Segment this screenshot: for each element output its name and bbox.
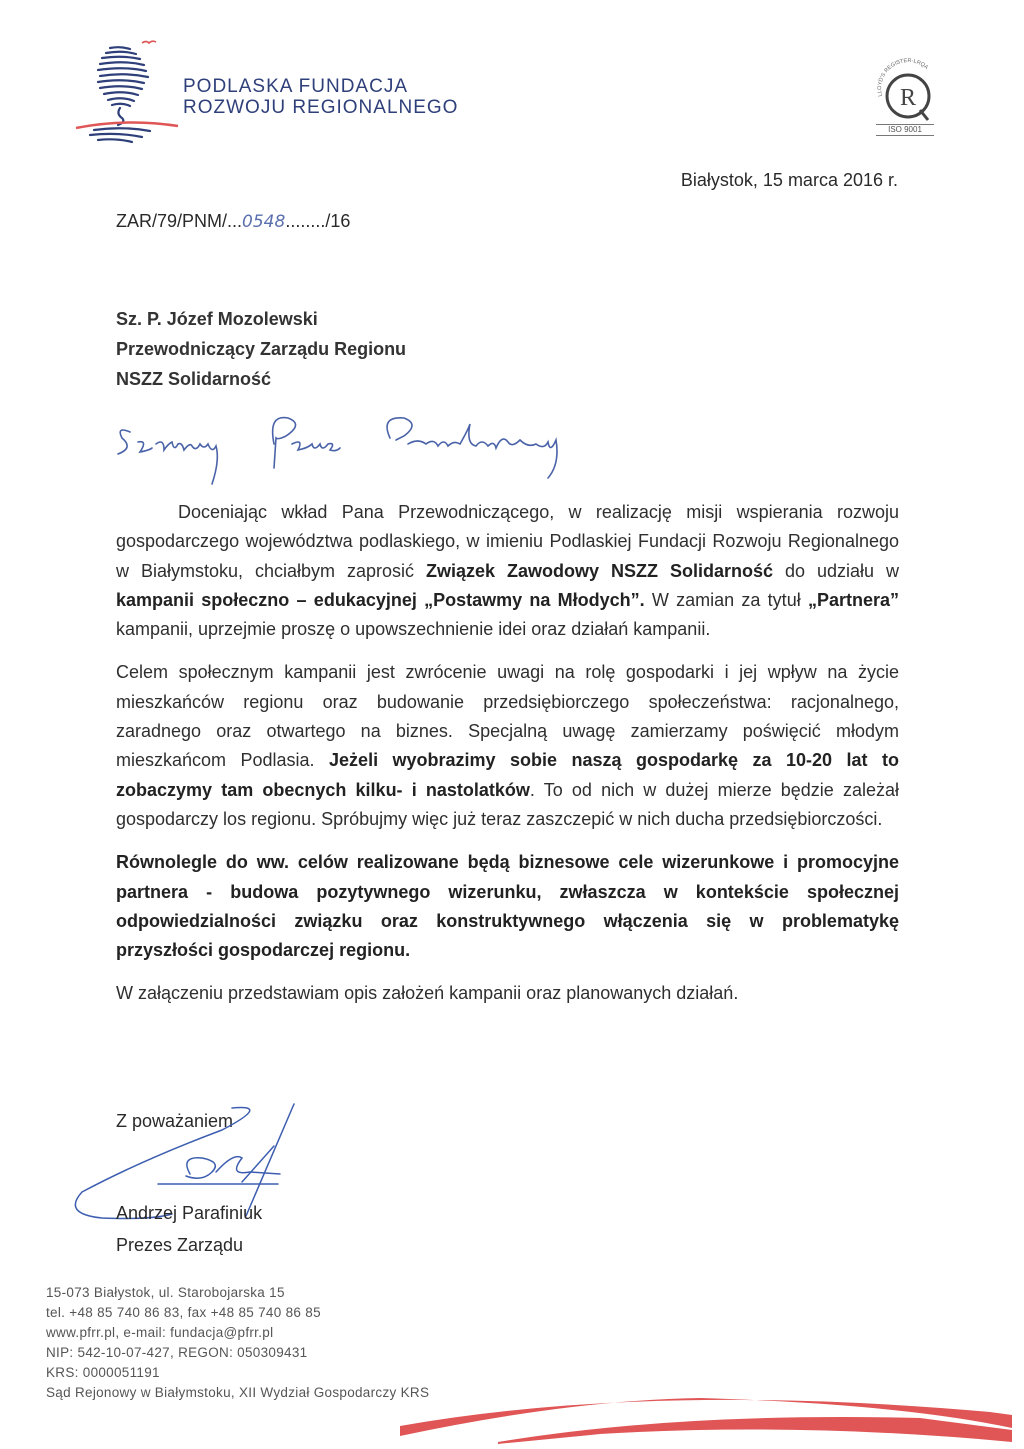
signer-title: Prezes Zarządu xyxy=(116,1235,244,1255)
closing-phrase: Z poważaniem xyxy=(116,1111,234,1131)
body-paragraph-1: Doceniając wkład Pana Przewodniczącego, w realizację misji wspierania rozwoju gospodarczego województwa podlaskiego, w imieniu Podlaskiej Fundacji Rozwoju Regionalnego w Białymstoku, chciałbym zaprosić Związek Zawodowy NSZZ Solidarność do udziału w kampanii społeczno – edukacyjnej „Postawmy na Młodych”. W zamian za tytuł „Partnera” kampanii, uprzejmie proszę o upowszechnienie idei oraz działań kampanii. xyxy=(116,502,899,640)
red-swoosh-decoration xyxy=(0,1360,1024,1449)
recipient-block xyxy=(116,304,406,394)
organization-name-line1: PODLASKA FUNDACJA xyxy=(183,76,408,97)
iso-label: ISO 9001 xyxy=(876,124,934,136)
footer-web-email: www.pfrr.pl, e-mail: fundacja@pfrr.pl xyxy=(46,1325,274,1340)
svg-text:LLOYD'S REGISTER-LRQA: LLOYD'S REGISTER-LRQA xyxy=(877,58,930,97)
body-paragraph-4: W załączeniu przedstawiam opis założeń kampanii oraz planowanych działań. xyxy=(116,983,739,1004)
footer-court: Sąd Rejonowy w Białymstoku, XII Wydział Gospodarczy KRS xyxy=(46,1385,430,1400)
organization-name-line2: ROZWOJU REGIONALNEGO xyxy=(183,97,459,118)
body-paragraph-3: Równolegle do ww. celów realizowane będą biznesowe cele wizerunkowe i promocyjne partnera - budowa pozytywnego wizerunku, zwłaszcza w kontekście społecznej odpowiedzialności związku oraz konstruktywnego włączenia się w problematykę przyszłości gospodarczej regionu. xyxy=(116,852,899,961)
organization-name xyxy=(183,76,458,118)
footer-phone: tel. +48 85 740 86 83, fax +48 85 740 86 85 xyxy=(46,1305,321,1320)
footer-tax-ids: NIP: 542-10-07-427, REGON: 050309431 xyxy=(46,1345,308,1360)
reference-dots: ........ xyxy=(285,211,326,231)
signer-name: Andrzej Parafiniuk xyxy=(116,1203,263,1223)
reference-dots: ... xyxy=(227,211,243,231)
highlight-partner: „Partnera” xyxy=(807,589,899,610)
foundation-logo-icon xyxy=(72,38,182,146)
reference-suffix: /16 xyxy=(325,211,351,231)
highlight-union-name: Związek Zawodowy NSZZ Solidarność xyxy=(426,560,773,581)
highlight-future: Jeżeli wyobrazimy sobie naszą gospodarkę za 10-20 lat to zobaczymy tam obecnych kilku- i nastolatków xyxy=(116,750,899,800)
handwritten-reference-number: 0548 xyxy=(242,212,286,232)
footer-krs: KRS: 0000051191 xyxy=(46,1365,160,1380)
recipient-organization: NSZZ Solidarność xyxy=(116,369,272,389)
body-paragraph-2: Celem społecznym kampanii jest zwrócenie uwagi na rolę gospodarki i jej wpływ na życie mieszkańców regionu oraz budowanie przedsiębiorczego społeczeństwa: racjonalnego, zaradnego oraz otwartego na biznes. Specjalną uwagę zamierzamy poświęcić młodym mieszkańcom Podlasia. Jeżeli wyobrazimy sobie naszą gospodarkę za 10-20 lat to zobaczymy tam obecnych kilku- i nastolatków. To od nich w dużej mierze będzie zależał gospodarczy los regionu. Spróbujmy więc już teraz zaszczepić w nich ducha przedsiębiorczości. xyxy=(116,662,899,829)
handwritten-salutation xyxy=(108,404,808,494)
signer-block xyxy=(116,1197,262,1261)
reference-prefix: ZAR/79/PNM/ xyxy=(116,211,228,231)
letter-body xyxy=(116,498,899,1023)
footer-address: 15-073 Białystok, ul. Starobojarska 15 xyxy=(46,1285,285,1300)
recipient-name: Sz. P. Józef Mozolewski xyxy=(116,309,318,329)
reference-number xyxy=(116,211,350,232)
letter-date: Białystok, 15 marca 2016 r. xyxy=(680,170,898,190)
highlight-campaign-name: kampanii społeczno – edukacyjnej „Postawmy na Młodych”. xyxy=(116,589,645,610)
recipient-position: Przewodniczący Zarządu Regionu xyxy=(116,339,407,359)
svg-text:R: R xyxy=(899,85,917,111)
